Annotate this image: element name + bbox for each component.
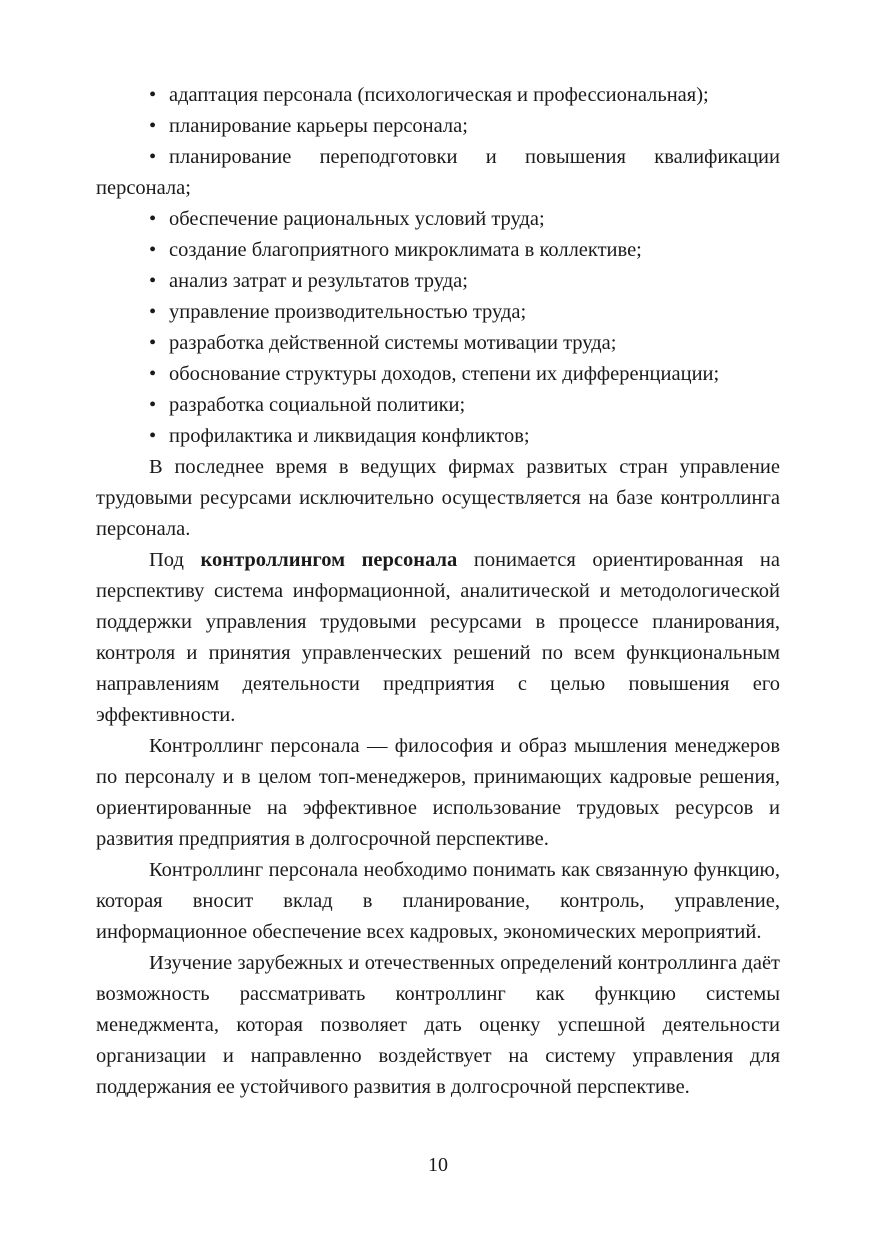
list-item-text: управление производительностью труда; [169,301,527,323]
paragraph-4: Контроллинг персонала необходимо понимать как связанную функцию, которая вносит вклад в планирование, контроль, управление, информационное обеспечение всех кадровых, экономических мероприятий. [96,859,780,943]
bullet-icon: • [149,425,157,447]
list-item-text: разработка социальной политики; [169,394,466,416]
list-item-text: профилактика и ликвидация конфликтов; [169,425,530,447]
paragraph-3: Контроллинг персонала — философия и образ мышления менеджеров по персоналу и в целом топ-менеджеров, принимающих кадровые решения, ориентированные на эффективное использование трудовых ресурсов и развития предприятия в долгосрочной перспективе. [96,735,780,850]
bullet-icon: • [149,115,157,137]
list-item [96,111,780,142]
list-item-text: анализ затрат и результатов труда; [169,270,468,292]
list-item [96,297,780,328]
paragraph-2-rest: понимается ориентированная на перспективу система информационной, аналитической и методологической поддержки управления трудовыми ресурсами в процессе планирования, контроля и принятия управленческих решений по всем функциональным направлениям деятельности предприятия с целью повышения его эффективности. [96,549,780,726]
paragraph-5: Изучение зарубежных и отечественных определений контроллинга даёт возможность рассматривать контроллинг как функцию системы менеджмента, которая позволяет дать оценку успешной деятельности организации и направленно воздействует на систему управления для поддержания ее устойчивого развития в долгосрочной перспективе. [96,952,780,1098]
bullet-icon: • [149,208,157,230]
list-item [96,390,780,421]
list-item [96,266,780,297]
page-number: 10 [428,1154,448,1176]
bullet-icon: • [149,363,157,385]
list-item [96,80,780,111]
list-item-text: создание благоприятного микроклимата в коллективе; [169,239,642,261]
list-item [96,359,780,390]
list-item [96,328,780,359]
bullet-icon: • [149,239,157,261]
term-bold: контроллингом персонала [200,549,458,571]
list-item [96,142,780,204]
bullet-icon: • [149,332,157,354]
list-item [96,235,780,266]
list-item-text: обеспечение рациональных условий труда; [169,208,545,230]
bullet-list [96,80,780,452]
list-item-text: обоснование структуры доходов, степени их дифференциации; [169,363,720,385]
bullet-icon: • [149,270,157,292]
list-item-text: планирование переподготовки и повышения квалификации персонала; [96,146,780,199]
page-body [96,80,780,1103]
list-item-text: планирование карьеры персонала; [169,115,468,137]
list-item-text: адаптация персонала (психологическая и профессиональная); [169,84,709,106]
list-item [96,421,780,452]
bullet-icon: • [149,146,157,168]
paragraph-2 [96,545,780,731]
paragraph-1: В последнее время в ведущих фирмах развитых стран управление трудовыми ресурсами исключительно осуществляется на базе контроллинга персонала. [96,456,780,540]
bullet-icon: • [149,84,157,106]
list-item-text: разработка действенной системы мотивации труда; [169,332,617,354]
paragraph-2-lead: Под [149,549,201,571]
list-item [96,204,780,235]
bullet-icon: • [149,301,157,323]
bullet-icon: • [149,394,157,416]
